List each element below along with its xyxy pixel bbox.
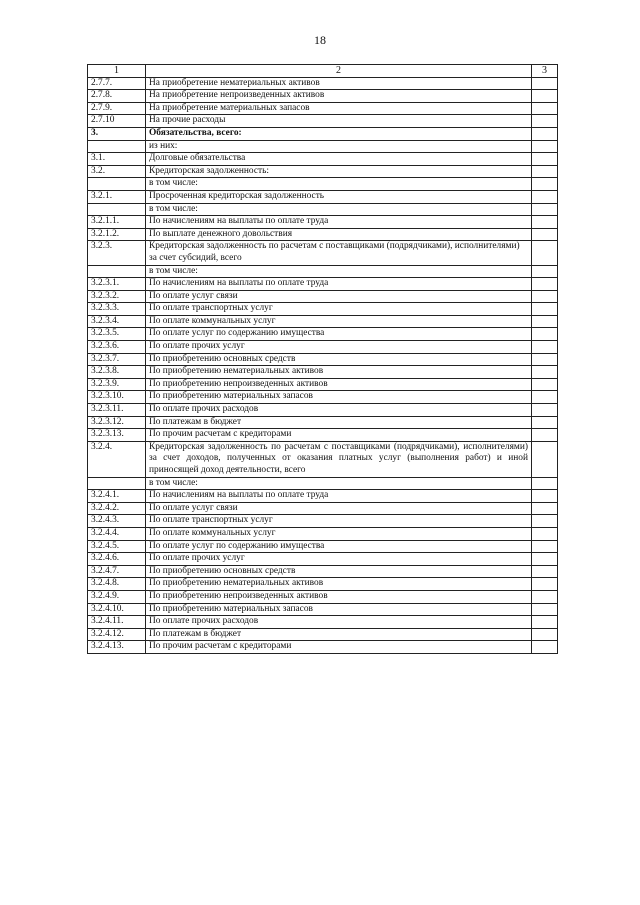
- row-value-cell: [532, 391, 558, 404]
- row-description-cell: По оплате прочих услуг: [146, 341, 532, 354]
- row-value-cell: [532, 241, 558, 265]
- row-value-cell: [532, 341, 558, 354]
- report-table: [87, 64, 558, 654]
- row-number-cell: 3.2.4.5.: [88, 540, 146, 553]
- table-row: [88, 628, 558, 641]
- row-value-cell: [532, 565, 558, 578]
- row-number-cell: 2.7.8.: [88, 90, 146, 103]
- report-table-body: [88, 65, 558, 654]
- row-value-cell: [532, 303, 558, 316]
- row-value-cell: [532, 578, 558, 591]
- row-number-cell: [88, 203, 146, 216]
- table-row: [88, 391, 558, 404]
- row-number-cell: 3.2.3.6.: [88, 341, 146, 354]
- row-value-cell: [532, 77, 558, 90]
- row-value-cell: [532, 553, 558, 566]
- row-number-cell: [88, 265, 146, 278]
- row-description-cell: По начислениям на выплаты по оплате труда: [146, 216, 532, 229]
- row-value-cell: [532, 102, 558, 115]
- row-value-cell: [532, 216, 558, 229]
- table-row: [88, 115, 558, 128]
- table-row: [88, 515, 558, 528]
- table-row: [88, 477, 558, 490]
- row-number-cell: 2.7.7.: [88, 77, 146, 90]
- row-value-cell: [532, 366, 558, 379]
- row-number-cell: 3.2.4.4.: [88, 527, 146, 540]
- row-description-cell: из них:: [146, 140, 532, 153]
- table-row: [88, 527, 558, 540]
- row-number-cell: 3.1.: [88, 153, 146, 166]
- table-row: [88, 203, 558, 216]
- row-number-cell: [88, 140, 146, 153]
- row-number-cell: 3.2.3.2.: [88, 290, 146, 303]
- row-description-cell: По платежам в бюджет: [146, 628, 532, 641]
- row-value-cell: [532, 490, 558, 503]
- row-description-cell: По платежам в бюджет: [146, 416, 532, 429]
- row-description-cell: Просроченная кредиторская задолженность: [146, 190, 532, 203]
- row-value-cell: [532, 190, 558, 203]
- table-row: [88, 303, 558, 316]
- table-row: [88, 315, 558, 328]
- row-description-cell: Кредиторская задолженность:: [146, 165, 532, 178]
- table-row: [88, 641, 558, 654]
- row-value-cell: [532, 265, 558, 278]
- row-description-cell: в том числе:: [146, 265, 532, 278]
- table-row: [88, 127, 558, 140]
- row-number-cell: 3.2.4.11.: [88, 616, 146, 629]
- row-description-cell: По начислениям на выплаты по оплате труда: [146, 278, 532, 291]
- row-description-cell: По оплате услуг по содержанию имущества: [146, 540, 532, 553]
- table-row: [88, 165, 558, 178]
- row-value-cell: [532, 115, 558, 128]
- row-description-cell: По приобретению непроизведенных активов: [146, 378, 532, 391]
- row-value-cell: [532, 616, 558, 629]
- table-row: [88, 228, 558, 241]
- row-description-cell: На прочие расходы: [146, 115, 532, 128]
- table-row: [88, 366, 558, 379]
- row-number-cell: 3.2.4.7.: [88, 565, 146, 578]
- row-value-cell: [532, 203, 558, 216]
- row-number-cell: 3.2.4.10.: [88, 603, 146, 616]
- row-description-cell: в том числе:: [146, 477, 532, 490]
- table-row: [88, 241, 558, 265]
- table-row: [88, 378, 558, 391]
- row-description-cell: На приобретение нематериальных активов: [146, 77, 532, 90]
- table-row: [88, 77, 558, 90]
- row-number-cell: 3.2.3.1.: [88, 278, 146, 291]
- row-number-cell: 3.2.4.1.: [88, 490, 146, 503]
- table-row: [88, 278, 558, 291]
- row-value-cell: [532, 328, 558, 341]
- row-value-cell: [532, 228, 558, 241]
- row-description-cell: По прочим расчетам с кредиторами: [146, 641, 532, 654]
- row-value-cell: [532, 641, 558, 654]
- table-row: [88, 590, 558, 603]
- table-row: [88, 490, 558, 503]
- table-row: [88, 441, 558, 477]
- row-value-cell: [532, 178, 558, 191]
- row-value-cell: [532, 603, 558, 616]
- row-description-cell: По прочим расчетам с кредиторами: [146, 429, 532, 442]
- table-row: [88, 140, 558, 153]
- row-value-cell: [532, 153, 558, 166]
- row-number-cell: 3.2.4.8.: [88, 578, 146, 591]
- page-number: 18: [314, 33, 326, 47]
- row-value-cell: [532, 515, 558, 528]
- row-number-cell: 3.2.3.10.: [88, 391, 146, 404]
- row-value-cell: [532, 628, 558, 641]
- row-description-cell: По начислениям на выплаты по оплате труда: [146, 490, 532, 503]
- row-description-cell: Кредиторская задолженность по расчетам с поставщиками (подрядчиками), исполнителями) за счет субсидий, всего: [146, 241, 532, 265]
- row-description-cell: Кредиторская задолженность по расчетам с поставщиками (подрядчиками), исполнителями) за счет доходов, полученных от оказания платных услуг (выполнения работ) и иной приносящей доход деятельности, всего: [146, 441, 532, 477]
- row-description-cell: Обязательства, всего:: [146, 127, 532, 140]
- row-description-cell: По приобретению материальных запасов: [146, 603, 532, 616]
- row-value-cell: [532, 429, 558, 442]
- table-row: [88, 265, 558, 278]
- row-value-cell: [532, 416, 558, 429]
- table-row: [88, 353, 558, 366]
- row-description-cell: По оплате прочих расходов: [146, 616, 532, 629]
- table-row: [88, 341, 558, 354]
- row-value-cell: [532, 127, 558, 140]
- column-header-1: 1: [88, 65, 146, 78]
- row-number-cell: 3.2.3.11.: [88, 404, 146, 417]
- row-description-cell: По выплате денежного довольствия: [146, 228, 532, 241]
- table-row: [88, 216, 558, 229]
- column-header-2: 2: [146, 65, 532, 78]
- table-row: [88, 540, 558, 553]
- table-row: [88, 553, 558, 566]
- row-number-cell: 3.2.3.9.: [88, 378, 146, 391]
- row-description-cell: По оплате прочих услуг: [146, 553, 532, 566]
- table-row: [88, 178, 558, 191]
- row-description-cell: По приобретению основных средств: [146, 353, 532, 366]
- column-header-3: 3: [532, 65, 558, 78]
- row-number-cell: 3.2.4.: [88, 441, 146, 477]
- row-number-cell: 3.2.4.13.: [88, 641, 146, 654]
- row-description-cell: На приобретение непроизведенных активов: [146, 90, 532, 103]
- row-number-cell: 3.2.3.5.: [88, 328, 146, 341]
- table-row: [88, 578, 558, 591]
- row-number-cell: 3.2.4.2.: [88, 502, 146, 515]
- row-description-cell: По приобретению нематериальных активов: [146, 578, 532, 591]
- row-value-cell: [532, 315, 558, 328]
- row-description-cell: По оплате услуг связи: [146, 502, 532, 515]
- row-value-cell: [532, 165, 558, 178]
- row-value-cell: [532, 278, 558, 291]
- row-number-cell: 3.2.1.1.: [88, 216, 146, 229]
- table-row: [88, 153, 558, 166]
- row-value-cell: [532, 527, 558, 540]
- row-value-cell: [532, 540, 558, 553]
- table-row: [88, 429, 558, 442]
- row-value-cell: [532, 290, 558, 303]
- row-description-cell: По оплате коммунальных услуг: [146, 527, 532, 540]
- table-row: [88, 616, 558, 629]
- row-number-cell: 3.2.1.: [88, 190, 146, 203]
- row-value-cell: [532, 378, 558, 391]
- row-number-cell: 3.2.4.9.: [88, 590, 146, 603]
- row-value-cell: [532, 404, 558, 417]
- row-number-cell: 3.2.: [88, 165, 146, 178]
- row-value-cell: [532, 90, 558, 103]
- row-number-cell: 3.2.3.13.: [88, 429, 146, 442]
- row-number-cell: 3.2.3.12.: [88, 416, 146, 429]
- table-row: [88, 190, 558, 203]
- table-row: [88, 603, 558, 616]
- table-row: [88, 90, 558, 103]
- row-number-cell: 3.2.4.12.: [88, 628, 146, 641]
- row-number-cell: 3.2.4.3.: [88, 515, 146, 528]
- table-row: [88, 102, 558, 115]
- row-description-cell: в том числе:: [146, 203, 532, 216]
- row-description-cell: По оплате услуг связи: [146, 290, 532, 303]
- row-description-cell: По приобретению материальных запасов: [146, 391, 532, 404]
- row-number-cell: 3.2.1.2.: [88, 228, 146, 241]
- table-row: [88, 502, 558, 515]
- row-description-cell: На приобретение материальных запасов: [146, 102, 532, 115]
- row-number-cell: 3.2.3.4.: [88, 315, 146, 328]
- row-number-cell: [88, 178, 146, 191]
- row-description-cell: По приобретению основных средств: [146, 565, 532, 578]
- row-number-cell: [88, 477, 146, 490]
- row-number-cell: 3.2.3.7.: [88, 353, 146, 366]
- row-description-cell: По приобретению нематериальных активов: [146, 366, 532, 379]
- row-number-cell: 3.2.3.3.: [88, 303, 146, 316]
- table-row: [88, 328, 558, 341]
- row-number-cell: 3.2.3.: [88, 241, 146, 265]
- row-value-cell: [532, 590, 558, 603]
- row-value-cell: [532, 441, 558, 477]
- row-description-cell: По оплате услуг по содержанию имущества: [146, 328, 532, 341]
- table-row: [88, 565, 558, 578]
- row-value-cell: [532, 353, 558, 366]
- row-number-cell: 3.2.4.6.: [88, 553, 146, 566]
- row-number-cell: 2.7.9.: [88, 102, 146, 115]
- row-value-cell: [532, 477, 558, 490]
- row-number-cell: 3.: [88, 127, 146, 140]
- row-description-cell: По оплате транспортных услуг: [146, 515, 532, 528]
- row-description-cell: Долговые обязательства: [146, 153, 532, 166]
- row-description-cell: По оплате коммунальных услуг: [146, 315, 532, 328]
- table-row: [88, 290, 558, 303]
- table-row: [88, 404, 558, 417]
- row-number-cell: 2.7.10: [88, 115, 146, 128]
- table-row: [88, 416, 558, 429]
- table-header-row: [88, 65, 558, 78]
- row-description-cell: в том числе:: [146, 178, 532, 191]
- row-value-cell: [532, 140, 558, 153]
- row-description-cell: По оплате транспортных услуг: [146, 303, 532, 316]
- row-number-cell: 3.2.3.8.: [88, 366, 146, 379]
- row-description-cell: По оплате прочих расходов: [146, 404, 532, 417]
- row-description-cell: По приобретению непроизведенных активов: [146, 590, 532, 603]
- row-value-cell: [532, 502, 558, 515]
